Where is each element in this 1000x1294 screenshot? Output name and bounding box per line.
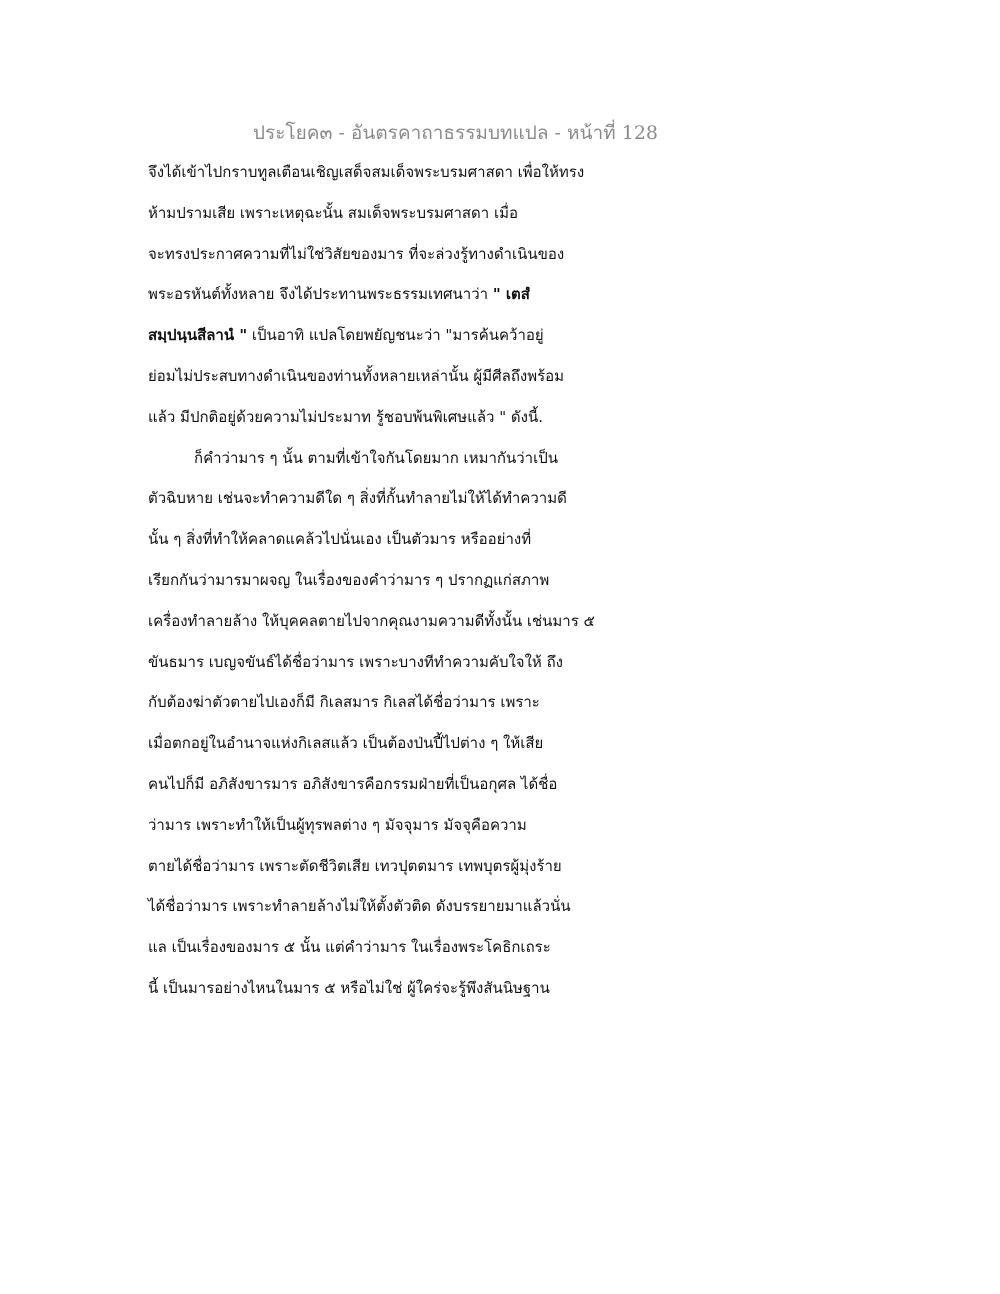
line-text: ห้ามปรามเสีย เพราะเหตุฉะนั้น สมเด็จพระบรมศาสดา เมื่อ <box>148 203 519 222</box>
line-text: ตัวฉิบหาย เช่นจะทำความดีใด ๆ สิ่งที่กั้นทำลายไม่ให้ได้ทำความดี <box>148 489 567 508</box>
text-line <box>148 805 708 846</box>
line-text: นั้น ๆ สิ่งที่ทำให้คลาดแคล้วไปนั่นเอง เป็นตัวมาร หรืออย่างที่ <box>148 530 532 549</box>
text-line <box>148 478 708 519</box>
text-line <box>148 519 708 560</box>
text-line <box>148 642 708 683</box>
text-line <box>148 234 708 275</box>
body-text <box>148 152 708 1009</box>
line-text: ได้ชื่อว่ามาร เพราะทำลายล้างไม่ให้ตั้งตัวติด ดังบรรยายมาแล้วนั่น <box>148 897 571 916</box>
text-line <box>148 315 708 356</box>
line-text: แล้ว มีปกติอยู่ด้วยความไม่ประมาท รู้ชอบพ้นพิเศษแล้ว " ดังนี้. <box>148 407 543 426</box>
text-line <box>148 152 708 193</box>
text-line <box>148 968 708 1009</box>
text-line <box>148 438 708 479</box>
line-text: แล เป็นเรื่องของมาร ๕ นั้น แต่คำว่ามาร ในเรื่องพระโคธิกเถระ <box>148 938 551 957</box>
line-text: คนไปก็มี อภิสังขารมาร อภิสังขารคือกรรมฝ่ายที่เป็นอกุศล ได้ชื่อ <box>148 774 558 793</box>
text-line <box>148 846 708 887</box>
line-text: ก็คำว่ามาร ๆ นั้น ตามที่เข้าใจกันโดยมาก เหมากันว่าเป็น <box>194 448 558 467</box>
text-line <box>148 601 708 642</box>
line-text: ขันธมาร เบญจขันธ์ได้ชื่อว่ามาร เพราะบางทีทำความคับใจให้ ถึง <box>148 652 563 671</box>
page-header: ประโยค๓ - อันตรคาถาธรรมบทแปล - หน้าที่ 128 <box>252 122 658 144</box>
line-text: เมื่อตกอยู่ในอำนาจแห่งกิเลสแล้ว เป็นต้องป่นปี้ไปต่าง ๆ ให้เสีย <box>148 734 544 753</box>
line-text: กับต้องฆ่าตัวตายไปเองก็มี กิเลสมาร กิเลสได้ชื่อว่ามาร เพราะ <box>148 693 540 712</box>
line-text: นี้ เป็นมารอย่างไหนในมาร ๕ หรือไม่ใช่ ผู้ใคร่จะรู้พึงสันนิษฐาน <box>148 978 550 997</box>
text-line <box>148 764 708 805</box>
text-line <box>148 560 708 601</box>
line-text: เรียกกันว่ามารมาผจญ ในเรื่องของคำว่ามาร ๆ ปรากฏแก่สภาพ <box>148 570 550 589</box>
pali-quote-text: สมฺปนฺนสีลานํ " <box>148 326 248 345</box>
line-text: เป็นอาทิ แปลโดยพยัญชนะว่า "มารค้นคว้าอยู่ <box>247 326 544 345</box>
line-text: ย่อมไม่ประสบทางดำเนินของท่านทั้งหลายเหล่านั้น ผู้มีศีลถึงพร้อม <box>148 366 565 385</box>
text-line <box>148 927 708 968</box>
line-text: ตายได้ชื่อว่ามาร เพราะตัดชีวิตเสีย เทวปุตตมาร เทพบุตรผู้มุ่งร้าย <box>148 856 562 875</box>
text-line <box>148 682 708 723</box>
text-line <box>148 193 708 234</box>
line-text: จะทรงประกาศความที่ไม่ใช่วิสัยของมาร ที่จะล่วงรู้ทางดำเนินของ <box>148 244 565 263</box>
text-line <box>148 274 708 315</box>
pali-quote-text: " เตสํ <box>492 285 530 304</box>
text-line <box>148 886 708 927</box>
text-line <box>148 723 708 764</box>
line-text: เครื่องทำลายล้าง ให้บุคคลตายไปจากคุณงามความดีทั้งนั้น เช่นมาร ๕ <box>148 611 595 630</box>
text-line <box>148 397 708 438</box>
line-text: พระอรหันต์ทั้งหลาย จึงได้ประทานพระธรรมเทศนาว่า <box>148 285 493 304</box>
text-line <box>148 356 708 397</box>
line-text: จึงได้เข้าไปกราบทูลเตือนเชิญเสด็จสมเด็จพระบรมศาสดา เพื่อให้ทรง <box>148 163 585 181</box>
line-text: ว่ามาร เพราะทำให้เป็นผู้ทุรพลต่าง ๆ มัจจุมาร มัจจุคือความ <box>148 815 527 834</box>
